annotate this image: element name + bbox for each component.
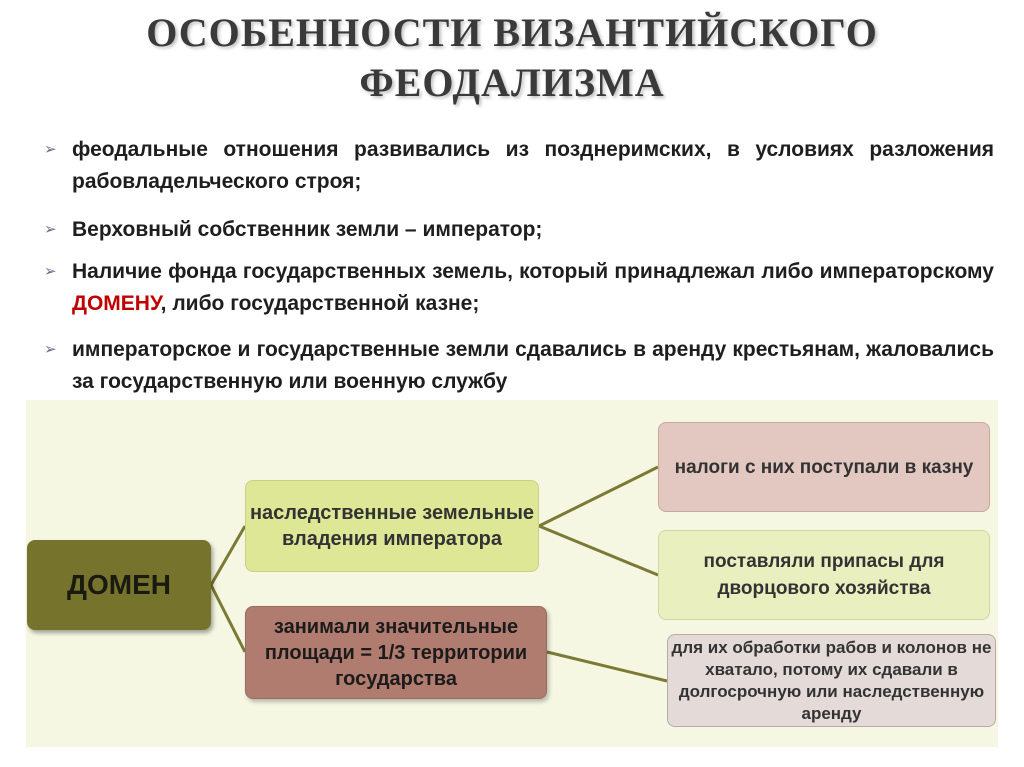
bullet-text-before: Наличие фонда государственных земель, который принадлежал либо императорскому	[72, 260, 994, 283]
taxes-box: налоги с них поступали в казну	[658, 422, 990, 512]
bullet-text: феодальные отношения развивались из позднеримских, в условиях разложения рабовладельческого строя;	[72, 138, 994, 193]
arrow-bullet-icon: ➢	[44, 141, 57, 158]
bullet-text: императорское и государственные земли сдавались в аренду крестьянам, жаловались за государственную или военную службу	[72, 338, 994, 393]
highlight-domen: ДОМЕНУ	[72, 292, 161, 315]
title-line-1: ОСОБЕННОСТИ ВИЗАНТИЙСКОГО	[146, 10, 878, 55]
hereditary-lands-box: наследственные земельные владения императора	[245, 480, 539, 572]
connector-line	[211, 526, 245, 585]
connector-line	[539, 526, 658, 575]
large-areas-box: занимали значительные площади = 1/3 территории государства	[245, 606, 547, 699]
arrow-bullet-icon: ➢	[44, 263, 57, 280]
arrow-bullet-icon: ➢	[44, 341, 57, 358]
connector-line	[539, 467, 658, 526]
lease-box: для их обработки рабов и колонов не хватало, потому их сдавали в долгосрочную или наследственную аренду	[667, 634, 996, 727]
bullet-text: Верховный собственник земли – император;	[72, 218, 543, 241]
arrow-bullet-icon: ➢	[44, 221, 57, 238]
title-line-2: ФЕОДАЛИЗМА	[359, 60, 665, 105]
connector-line	[547, 652, 667, 681]
bullet-text-after: , либо государственной казне;	[160, 292, 480, 315]
domen-box: ДОМЕН	[27, 540, 211, 630]
connector-line	[211, 585, 245, 652]
supplies-box: поставляли припасы для дворцового хозяйства	[658, 530, 990, 620]
